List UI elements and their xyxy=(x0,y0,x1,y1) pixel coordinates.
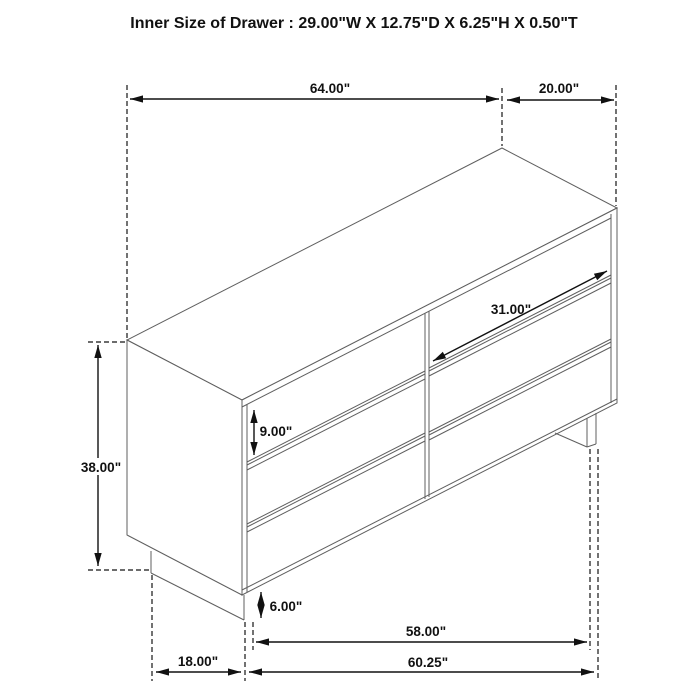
dim-drawer-width-label: 31.00" xyxy=(490,302,532,317)
dim-drawer-height-label: 9.00" xyxy=(259,424,293,439)
dim-bottom-span-label: 60.25" xyxy=(407,655,449,670)
dresser-outline xyxy=(127,148,617,620)
dim-base-span-label: 58.00" xyxy=(405,624,447,639)
dim-overall-height-label: 38.00" xyxy=(80,460,122,475)
dim-overall-width-label: 64.00" xyxy=(309,81,351,96)
dim-base-height-label: 6.00" xyxy=(269,599,303,614)
dim-side-depth-label: 18.00" xyxy=(177,654,219,669)
page-title: Inner Size of Drawer : 29.00"W X 12.75"D X 6.25"H X 0.50"T xyxy=(130,15,578,32)
dim-overall-depth-label: 20.00" xyxy=(538,81,580,96)
